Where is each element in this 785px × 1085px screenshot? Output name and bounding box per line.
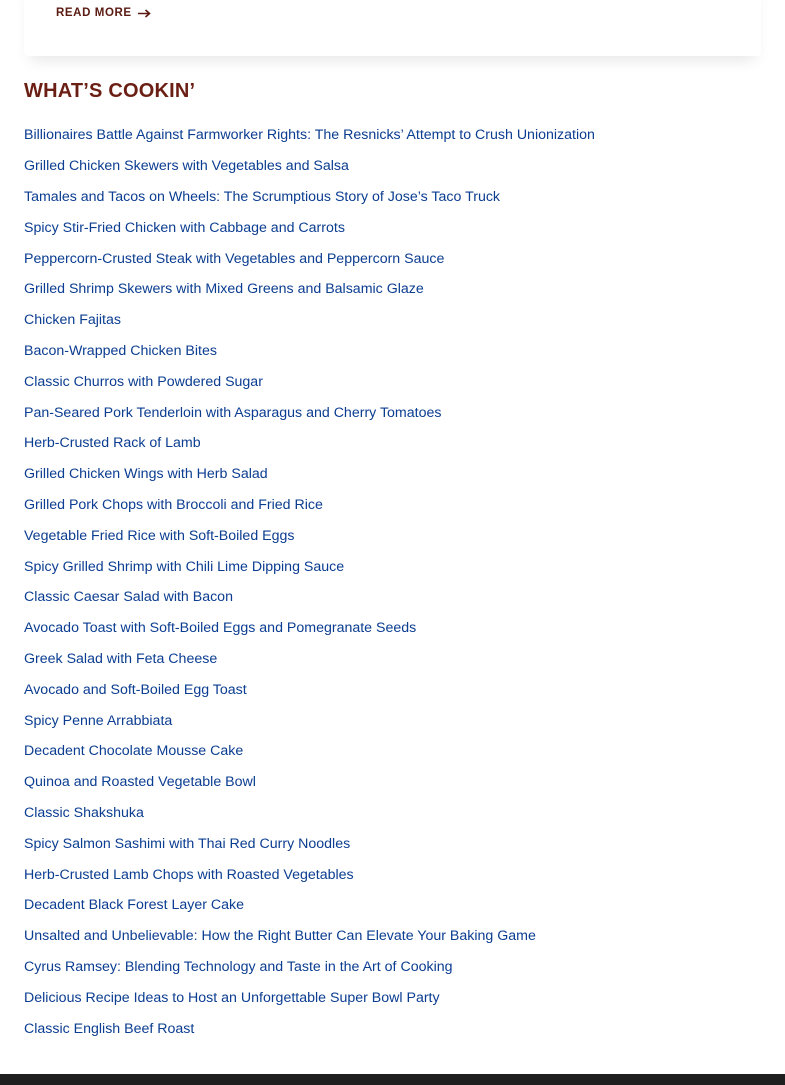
list-item bbox=[24, 397, 595, 428]
read-more-link[interactable] bbox=[56, 7, 151, 19]
list-item bbox=[24, 182, 595, 213]
post-link[interactable]: Vegetable Fried Rice with Soft-Boiled Eggs bbox=[24, 527, 295, 544]
list-item bbox=[24, 151, 595, 182]
section-title: WHAT’S COOKIN’ bbox=[24, 80, 196, 102]
post-link[interactable]: Grilled Chicken Skewers with Vegetables and Salsa bbox=[24, 158, 349, 175]
list-item bbox=[24, 859, 595, 890]
list-item bbox=[24, 274, 595, 305]
post-link[interactable]: Spicy Stir-Fried Chicken with Cabbage and Carrots bbox=[24, 219, 345, 236]
list-item bbox=[24, 305, 595, 336]
post-link[interactable]: Avocado Toast with Soft-Boiled Eggs and Pomegranate Seeds bbox=[24, 620, 417, 637]
list-item bbox=[24, 551, 595, 582]
post-link[interactable]: Billionaires Battle Against Farmworker Rights: The Resnicks’ Attempt to Crush Unionization bbox=[24, 127, 595, 144]
post-link[interactable]: Quinoa and Roasted Vegetable Bowl bbox=[24, 774, 256, 791]
post-link[interactable]: Grilled Pork Chops with Broccoli and Fried Rice bbox=[24, 496, 323, 513]
list-item bbox=[24, 798, 595, 829]
post-link[interactable]: Herb-Crusted Rack of Lamb bbox=[24, 435, 201, 452]
post-link[interactable]: Grilled Shrimp Skewers with Mixed Greens and Balsamic Glaze bbox=[24, 281, 424, 298]
list-item bbox=[24, 705, 595, 736]
list-item bbox=[24, 890, 595, 921]
arrow-right-icon bbox=[138, 9, 151, 18]
post-link[interactable]: Chicken Fajitas bbox=[24, 312, 121, 329]
post-link[interactable]: Avocado and Soft-Boiled Egg Toast bbox=[24, 681, 247, 698]
post-link[interactable]: Decadent Black Forest Layer Cake bbox=[24, 897, 245, 914]
footer-bar bbox=[0, 1074, 785, 1085]
post-link[interactable]: Classic Churros with Powdered Sugar bbox=[24, 373, 263, 390]
list-item bbox=[24, 243, 595, 274]
recent-posts-list bbox=[24, 120, 595, 1044]
post-link[interactable]: Spicy Salmon Sashimi with Thai Red Curry Noodles bbox=[24, 835, 351, 852]
post-link[interactable]: Herb-Crusted Lamb Chops with Roasted Vegetables bbox=[24, 866, 354, 883]
list-item bbox=[24, 428, 595, 459]
list-item bbox=[24, 459, 595, 490]
post-link[interactable]: Peppercorn-Crusted Steak with Vegetables and Peppercorn Sauce bbox=[24, 250, 445, 267]
list-item bbox=[24, 828, 595, 859]
post-link[interactable]: Greek Salad with Feta Cheese bbox=[24, 650, 218, 667]
list-item bbox=[24, 212, 595, 243]
post-link[interactable]: Tamales and Tacos on Wheels: The Scrumptious Story of Jose’s Taco Truck bbox=[24, 188, 501, 205]
list-item bbox=[24, 674, 595, 705]
post-link[interactable]: Spicy Penne Arrabbiata bbox=[24, 712, 173, 729]
post-link[interactable]: Delicious Recipe Ideas to Host an Unforgettable Super Bowl Party bbox=[24, 989, 440, 1006]
list-item bbox=[24, 767, 595, 798]
list-item bbox=[24, 1013, 595, 1044]
post-link[interactable]: Cyrus Ramsey: Blending Technology and Taste in the Art of Cooking bbox=[24, 958, 453, 975]
list-item bbox=[24, 613, 595, 644]
list-item bbox=[24, 644, 595, 675]
list-item bbox=[24, 336, 595, 367]
post-link[interactable]: Decadent Chocolate Mousse Cake bbox=[24, 743, 244, 760]
post-link[interactable]: Grilled Chicken Wings with Herb Salad bbox=[24, 466, 268, 483]
read-more-label: READ MORE bbox=[56, 7, 132, 19]
list-item bbox=[24, 520, 595, 551]
list-item bbox=[24, 490, 595, 521]
list-item bbox=[24, 366, 595, 397]
post-link[interactable]: Unsalted and Unbelievable: How the Right Butter Can Elevate Your Baking Game bbox=[24, 928, 536, 945]
list-item bbox=[24, 120, 595, 151]
list-item bbox=[24, 952, 595, 983]
post-link[interactable]: Classic Shakshuka bbox=[24, 804, 144, 821]
post-link[interactable]: Classic Caesar Salad with Bacon bbox=[24, 589, 233, 606]
post-link[interactable]: Bacon-Wrapped Chicken Bites bbox=[24, 342, 217, 359]
list-item bbox=[24, 921, 595, 952]
post-link[interactable]: Spicy Grilled Shrimp with Chili Lime Dipping Sauce bbox=[24, 558, 345, 575]
list-item bbox=[24, 736, 595, 767]
post-link[interactable]: Classic English Beef Roast bbox=[24, 1020, 195, 1037]
list-item bbox=[24, 582, 595, 613]
list-item bbox=[24, 982, 595, 1013]
post-link[interactable]: Pan-Seared Pork Tenderloin with Asparagus and Cherry Tomatoes bbox=[24, 404, 442, 421]
